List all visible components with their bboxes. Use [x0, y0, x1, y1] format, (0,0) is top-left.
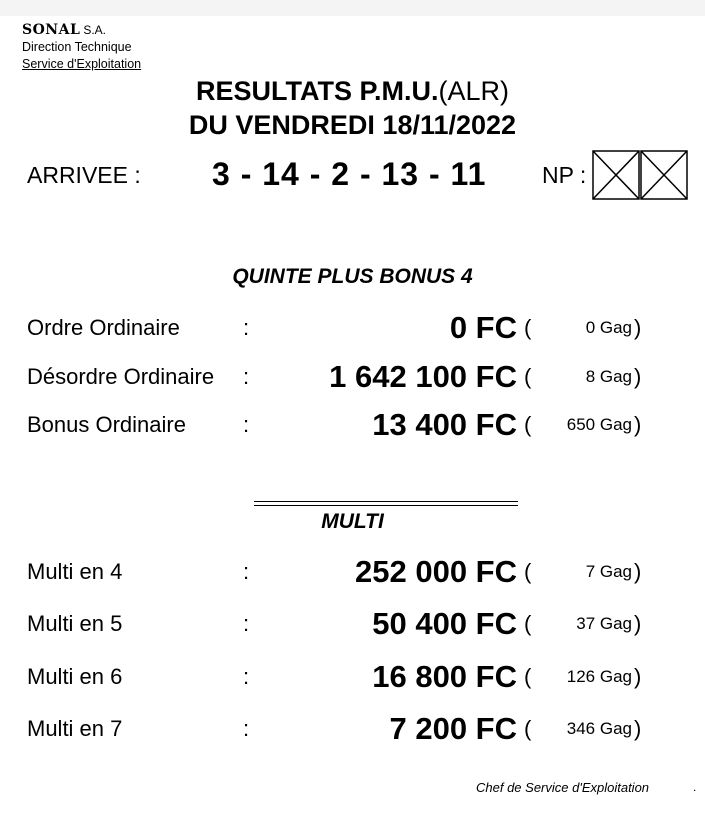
org-name-line: [22, 22, 141, 39]
row-label: Bonus Ordinaire: [27, 412, 186, 437]
row-label: Multi en 4: [27, 559, 123, 584]
row-winners: 346 Gag: [566, 719, 632, 738]
row-colon: :: [243, 364, 250, 389]
quinte-title: QUINTE PLUS BONUS 4: [232, 265, 473, 288]
row-paren-close: ): [634, 364, 642, 389]
row-colon: :: [243, 611, 250, 636]
row-colon: :: [243, 664, 250, 689]
row-paren-close: ): [634, 664, 642, 689]
row-colon: :: [243, 315, 250, 340]
result-row: [0, 359, 705, 395]
row-amount: 13 400 FC: [372, 407, 517, 442]
org-header: [22, 22, 141, 73]
row-paren-open: (: [524, 716, 532, 741]
row-paren-close: ): [634, 611, 642, 636]
result-row: [0, 711, 705, 747]
row-paren-open: (: [524, 364, 532, 389]
department: Direction Technique: [22, 40, 132, 54]
row-paren-open: (: [524, 664, 532, 689]
result-row: [0, 606, 705, 642]
signature-line: Chef de Service d'Exploitation: [476, 780, 650, 795]
row-amount: 50 400 FC: [372, 606, 517, 641]
row-paren-open: (: [524, 559, 532, 584]
service: Service d'Exploitation: [22, 57, 142, 71]
row-paren-open: (: [524, 315, 532, 340]
row-label: Désordre Ordinaire: [27, 364, 215, 389]
org-brand: SONAL: [22, 22, 81, 38]
page-date: DU VENDREDI 18/11/2022: [188, 110, 517, 140]
title-suffix: (ALR): [438, 76, 510, 106]
footer-dot: .: [693, 780, 697, 794]
result-row: [0, 659, 705, 695]
np-label: NP :: [542, 162, 587, 188]
row-winners: 650 Gag: [566, 415, 632, 434]
result-row: [0, 310, 705, 346]
row-amount: 7 200 FC: [389, 711, 517, 746]
row-label: Multi en 7: [27, 716, 123, 741]
row-amount: 1 642 100 FC: [329, 359, 517, 394]
row-paren-open: (: [524, 412, 532, 437]
row-label: Multi en 5: [27, 611, 123, 636]
row-amount: 252 000 FC: [355, 554, 517, 589]
row-colon: :: [243, 412, 250, 437]
row-colon: :: [243, 716, 250, 741]
page-title: [0, 76, 705, 107]
arrivee-label: ARRIVEE :: [27, 162, 141, 188]
arrivee-numbers: 3 - 14 - 2 - 13 - 11: [212, 156, 487, 192]
section-divider: [254, 501, 518, 506]
row-label: Ordre Ordinaire: [27, 315, 180, 340]
title-main: RESULTATS P.M.U.: [195, 76, 439, 106]
result-row: [0, 407, 705, 443]
row-winners: 126 Gag: [566, 667, 632, 686]
row-winners: 0 Gag: [585, 318, 632, 337]
top-band: [0, 0, 705, 16]
row-paren-open: (: [524, 611, 532, 636]
row-paren-close: ): [634, 315, 642, 340]
org-suffix: S.A.: [83, 23, 106, 37]
multi-title: MULTI: [321, 510, 384, 533]
row-winners: 37 Gag: [576, 614, 632, 633]
row-paren-close: ): [634, 716, 642, 741]
row-winners: 7 Gag: [585, 562, 632, 581]
row-label: Multi en 6: [27, 664, 123, 689]
result-row: [0, 554, 705, 590]
row-amount: 0 FC: [449, 310, 517, 345]
row-amount: 16 800 FC: [372, 659, 517, 694]
row-paren-close: ): [634, 412, 642, 437]
row-paren-close: ): [634, 559, 642, 584]
row-colon: :: [243, 559, 250, 584]
np-crossed-boxes: [592, 150, 688, 200]
row-winners: 8 Gag: [585, 367, 632, 386]
